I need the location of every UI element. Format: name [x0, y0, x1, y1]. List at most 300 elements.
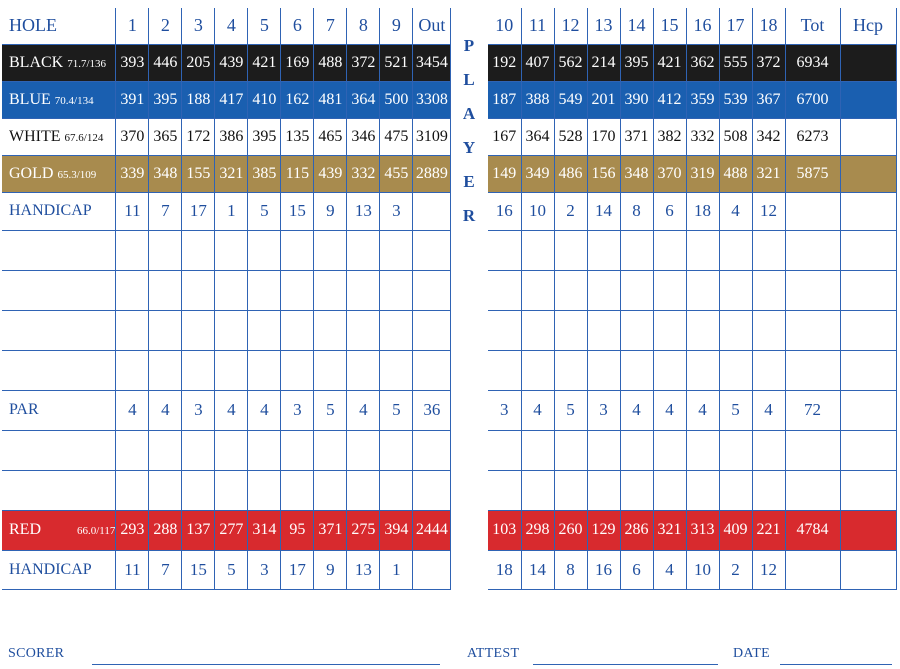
- score-cell[interactable]: [314, 230, 347, 270]
- yardage-cell: 391: [116, 81, 149, 118]
- yardage-cell: 201: [587, 81, 620, 118]
- score-cell[interactable]: [686, 270, 719, 310]
- score-cell[interactable]: [686, 350, 719, 390]
- score-cell[interactable]: [281, 230, 314, 270]
- score-cell[interactable]: [686, 310, 719, 350]
- yardage-cell: 129: [587, 510, 620, 550]
- yardage-cell: 4784: [785, 510, 840, 550]
- row-label-text: WHITE: [9, 127, 61, 145]
- yardage-cell: 7: [314, 8, 347, 44]
- score-cell[interactable]: [116, 470, 149, 510]
- gold-row: [488, 155, 896, 192]
- score-cell[interactable]: [785, 470, 840, 510]
- yardage-cell: 15: [281, 192, 314, 230]
- score-cell[interactable]: [719, 270, 752, 310]
- yardage-cell: 321: [653, 510, 686, 550]
- score-cell[interactable]: [653, 470, 686, 510]
- row-label-text: RED: [9, 521, 41, 538]
- score-cell[interactable]: [554, 430, 587, 470]
- player-letter: A: [462, 104, 476, 123]
- yardage-cell: 298: [521, 510, 554, 550]
- yardage-cell: 508: [719, 118, 752, 155]
- score-cell[interactable]: [347, 310, 380, 350]
- score-cell[interactable]: [347, 270, 380, 310]
- handicap-row: [488, 550, 896, 589]
- yardage-cell: 7: [149, 192, 182, 230]
- yardage-cell: 3: [380, 192, 413, 230]
- yardage-cell: 370: [653, 155, 686, 192]
- score-entry-row: [488, 310, 896, 350]
- scorer-label: SCORER: [8, 646, 65, 661]
- score-cell[interactable]: [521, 430, 554, 470]
- score-cell[interactable]: [149, 430, 182, 470]
- yardage-cell: 187: [488, 81, 521, 118]
- yardage-cell: 393: [116, 44, 149, 81]
- score-cell[interactable]: [620, 470, 653, 510]
- yardage-cell: 388: [521, 81, 554, 118]
- yardage-cell: 372: [347, 44, 380, 81]
- score-cell[interactable]: [314, 350, 347, 390]
- score-cell[interactable]: [752, 230, 785, 270]
- score-cell[interactable]: [215, 270, 248, 310]
- yardage-cell: 13: [347, 550, 380, 589]
- score-cell[interactable]: [785, 430, 840, 470]
- yardage-cell: 170: [587, 118, 620, 155]
- score-cell[interactable]: [149, 310, 182, 350]
- yardage-cell: 500: [380, 81, 413, 118]
- yardage-cell: [840, 390, 896, 430]
- score-cell[interactable]: [182, 310, 215, 350]
- yardage-cell: 36: [413, 390, 451, 430]
- score-cell[interactable]: [314, 470, 347, 510]
- score-cell[interactable]: [785, 350, 840, 390]
- score-cell[interactable]: [182, 430, 215, 470]
- yardage-cell: 115: [281, 155, 314, 192]
- score-cell[interactable]: [554, 270, 587, 310]
- score-cell[interactable]: [182, 470, 215, 510]
- score-cell[interactable]: [488, 230, 521, 270]
- white-row: [2, 118, 451, 155]
- yardage-cell: 4: [149, 390, 182, 430]
- signature-footer: [0, 640, 900, 666]
- yardage-cell: 3: [488, 390, 521, 430]
- yardage-cell: 275: [347, 510, 380, 550]
- yardage-cell: 394: [380, 510, 413, 550]
- yardage-cell: 439: [314, 155, 347, 192]
- yardage-cell: [840, 155, 896, 192]
- score-cell[interactable]: [281, 310, 314, 350]
- yardage-cell: 2444: [413, 510, 451, 550]
- yardage-cell: 3: [248, 550, 281, 589]
- yardage-cell: 288: [149, 510, 182, 550]
- yardage-cell: 17: [281, 550, 314, 589]
- score-cell[interactable]: [752, 310, 785, 350]
- row-label: [2, 470, 116, 510]
- yardage-cell: 386: [215, 118, 248, 155]
- score-cell[interactable]: [587, 230, 620, 270]
- course-rating-slope: 71.7/136: [67, 57, 107, 70]
- handicap-row: [2, 192, 451, 230]
- score-cell[interactable]: [719, 230, 752, 270]
- yardage-cell: 17: [719, 8, 752, 44]
- score-cell[interactable]: [521, 350, 554, 390]
- score-cell[interactable]: [281, 350, 314, 390]
- yardage-cell: 3308: [413, 81, 451, 118]
- score-cell[interactable]: [380, 430, 413, 470]
- score-cell[interactable]: [182, 350, 215, 390]
- score-cell[interactable]: [840, 350, 896, 390]
- row-label-text: PAR: [9, 401, 39, 418]
- score-cell[interactable]: [116, 350, 149, 390]
- attest-line[interactable]: [533, 664, 718, 665]
- course-rating-slope: 65.3/109: [57, 168, 97, 181]
- score-cell[interactable]: [554, 310, 587, 350]
- score-cell[interactable]: [554, 350, 587, 390]
- yardage-cell: 277: [215, 510, 248, 550]
- yardage-cell: 332: [686, 118, 719, 155]
- yardage-cell: 10: [521, 192, 554, 230]
- yardage-cell: 410: [248, 81, 281, 118]
- yardage-cell: 8: [620, 192, 653, 230]
- yardage-cell: 4: [620, 390, 653, 430]
- score-entry-row: [2, 230, 451, 270]
- score-cell[interactable]: [215, 470, 248, 510]
- score-cell[interactable]: [719, 310, 752, 350]
- yardage-cell: 364: [347, 81, 380, 118]
- yardage-cell: 17: [182, 192, 215, 230]
- score-cell[interactable]: [840, 310, 896, 350]
- yardage-cell: [840, 192, 896, 230]
- score-cell[interactable]: [215, 350, 248, 390]
- yardage-cell: 2889: [413, 155, 451, 192]
- score-cell[interactable]: [488, 350, 521, 390]
- score-cell[interactable]: [554, 230, 587, 270]
- yardage-cell: [840, 510, 896, 550]
- player-letter: R: [462, 206, 476, 225]
- score-cell[interactable]: [413, 230, 451, 270]
- score-cell[interactable]: [620, 350, 653, 390]
- score-cell[interactable]: [413, 310, 451, 350]
- score-cell[interactable]: [653, 310, 686, 350]
- score-cell[interactable]: [521, 270, 554, 310]
- row-label-text: HANDICAP: [9, 560, 92, 578]
- yardage-cell: 6700: [785, 81, 840, 118]
- row-label-text: HOLE: [9, 15, 57, 36]
- blue-row: [2, 81, 451, 118]
- gold-row: [2, 155, 451, 192]
- black-row: [488, 44, 896, 81]
- yardage-cell: 321: [752, 155, 785, 192]
- yardage-cell: 539: [719, 81, 752, 118]
- score-cell[interactable]: [281, 430, 314, 470]
- yardage-cell: 9: [314, 192, 347, 230]
- yardage-cell: 5: [215, 550, 248, 589]
- yardage-cell: 5: [380, 390, 413, 430]
- score-cell[interactable]: [587, 470, 620, 510]
- score-cell[interactable]: [380, 270, 413, 310]
- par-row: [488, 390, 896, 430]
- yardage-cell: 359: [686, 81, 719, 118]
- score-cell[interactable]: [686, 230, 719, 270]
- yardage-cell: 362: [686, 44, 719, 81]
- score-cell[interactable]: [248, 270, 281, 310]
- yardage-cell: 72: [785, 390, 840, 430]
- score-cell[interactable]: [686, 470, 719, 510]
- course-rating-slope: 70.4/134: [54, 94, 94, 107]
- score-cell[interactable]: [347, 350, 380, 390]
- score-cell[interactable]: [554, 470, 587, 510]
- yardage-cell: 395: [149, 81, 182, 118]
- row-label: [2, 510, 116, 550]
- row-label: [2, 118, 116, 155]
- yardage-cell: 486: [554, 155, 587, 192]
- player-letter: L: [463, 70, 475, 89]
- yardage-cell: 446: [149, 44, 182, 81]
- yardage-cell: 5: [554, 390, 587, 430]
- score-cell[interactable]: [347, 430, 380, 470]
- score-cell[interactable]: [840, 270, 896, 310]
- yardage-cell: 3: [281, 390, 314, 430]
- yardage-cell: 188: [182, 81, 215, 118]
- yardage-cell: 11: [116, 550, 149, 589]
- yardage-cell: 365: [149, 118, 182, 155]
- score-cell[interactable]: [752, 350, 785, 390]
- score-cell[interactable]: [380, 470, 413, 510]
- score-cell[interactable]: [281, 470, 314, 510]
- date-line[interactable]: [780, 664, 892, 665]
- score-entry-row: [2, 430, 451, 470]
- score-cell[interactable]: [653, 430, 686, 470]
- score-cell[interactable]: [116, 230, 149, 270]
- score-cell[interactable]: [620, 230, 653, 270]
- score-cell[interactable]: [752, 430, 785, 470]
- front-nine-table: [2, 8, 451, 590]
- score-cell[interactable]: [182, 270, 215, 310]
- score-cell[interactable]: [314, 270, 347, 310]
- row-label: [2, 155, 116, 192]
- score-cell[interactable]: [521, 470, 554, 510]
- yardage-cell: 14: [521, 550, 554, 589]
- yardage-cell: 5875: [785, 155, 840, 192]
- yardage-cell: 4: [521, 390, 554, 430]
- yardage-cell: 4: [248, 390, 281, 430]
- yardage-cell: [785, 192, 840, 230]
- scorer-line[interactable]: [92, 664, 440, 665]
- yardage-cell: 439: [215, 44, 248, 81]
- score-cell[interactable]: [149, 470, 182, 510]
- score-cell[interactable]: [719, 430, 752, 470]
- row-label: [2, 81, 116, 118]
- score-cell[interactable]: [488, 470, 521, 510]
- score-cell[interactable]: [380, 230, 413, 270]
- yardage-cell: 481: [314, 81, 347, 118]
- score-cell[interactable]: [116, 430, 149, 470]
- score-cell[interactable]: [488, 270, 521, 310]
- yardage-cell: 15: [653, 8, 686, 44]
- score-cell[interactable]: [413, 430, 451, 470]
- yardage-cell: 364: [521, 118, 554, 155]
- yardage-cell: 395: [248, 118, 281, 155]
- yardage-cell: 349: [521, 155, 554, 192]
- score-cell[interactable]: [149, 350, 182, 390]
- score-cell[interactable]: [380, 350, 413, 390]
- course-rating-slope: 67.6/124: [64, 131, 104, 144]
- yardage-cell: 371: [620, 118, 653, 155]
- yardage-cell: 16: [686, 8, 719, 44]
- score-cell[interactable]: [620, 270, 653, 310]
- score-cell[interactable]: [248, 350, 281, 390]
- row-label: [2, 230, 116, 270]
- row-label: [2, 390, 116, 430]
- score-cell[interactable]: [587, 310, 620, 350]
- date-label: DATE: [733, 646, 770, 661]
- row-label: [2, 310, 116, 350]
- score-cell[interactable]: [521, 310, 554, 350]
- score-cell[interactable]: [587, 270, 620, 310]
- score-cell[interactable]: [719, 470, 752, 510]
- yardage-cell: 18: [488, 550, 521, 589]
- score-cell[interactable]: [116, 270, 149, 310]
- yardage-cell: 371: [314, 510, 347, 550]
- yardage-cell: 15: [182, 550, 215, 589]
- yardage-cell: 382: [653, 118, 686, 155]
- yardage-cell: 155: [182, 155, 215, 192]
- score-cell[interactable]: [413, 350, 451, 390]
- yardage-cell: [785, 550, 840, 589]
- score-cell[interactable]: [785, 270, 840, 310]
- score-cell[interactable]: [149, 270, 182, 310]
- row-label-text: BLACK: [9, 53, 64, 71]
- score-cell[interactable]: [380, 310, 413, 350]
- yardage-cell: 16: [488, 192, 521, 230]
- score-cell[interactable]: [215, 430, 248, 470]
- score-cell[interactable]: [752, 270, 785, 310]
- yardage-cell: 4: [116, 390, 149, 430]
- yardage-cell: 407: [521, 44, 554, 81]
- score-cell[interactable]: [521, 230, 554, 270]
- score-cell[interactable]: [116, 310, 149, 350]
- score-cell[interactable]: [413, 270, 451, 310]
- score-cell[interactable]: [488, 310, 521, 350]
- yardage-cell: 1: [380, 550, 413, 589]
- handicap-row: [2, 550, 451, 589]
- yardage-cell: 12: [554, 8, 587, 44]
- yardage-cell: 156: [587, 155, 620, 192]
- red-row: [2, 510, 451, 550]
- yardage-cell: 348: [149, 155, 182, 192]
- yardage-cell: 3109: [413, 118, 451, 155]
- yardage-cell: [840, 550, 896, 589]
- score-cell[interactable]: [587, 430, 620, 470]
- yardage-cell: 4: [215, 8, 248, 44]
- score-cell[interactable]: [413, 470, 451, 510]
- yardage-cell: 2: [554, 192, 587, 230]
- yardage-cell: 5: [248, 8, 281, 44]
- score-cell[interactable]: [620, 430, 653, 470]
- yardage-cell: 475: [380, 118, 413, 155]
- score-cell[interactable]: [215, 230, 248, 270]
- yardage-cell: 409: [719, 510, 752, 550]
- yardage-cell: 5: [248, 192, 281, 230]
- yardage-cell: 555: [719, 44, 752, 81]
- score-cell[interactable]: [248, 470, 281, 510]
- player-letter: Y: [462, 138, 476, 157]
- par-row: [2, 390, 451, 430]
- yardage-cell: 348: [620, 155, 653, 192]
- score-cell[interactable]: [314, 430, 347, 470]
- yardage-cell: 10: [686, 550, 719, 589]
- score-cell[interactable]: [653, 230, 686, 270]
- yardage-cell: 9: [314, 550, 347, 589]
- score-cell[interactable]: [785, 230, 840, 270]
- yardage-cell: 14: [587, 192, 620, 230]
- yardage-cell: 5: [314, 390, 347, 430]
- yardage-cell: [413, 550, 451, 589]
- score-cell[interactable]: [215, 310, 248, 350]
- back-nine-table: [488, 8, 897, 590]
- yardage-cell: 455: [380, 155, 413, 192]
- score-cell[interactable]: [248, 310, 281, 350]
- hole-header-row: [2, 8, 451, 44]
- score-cell[interactable]: [182, 230, 215, 270]
- yardage-cell: 1: [116, 8, 149, 44]
- yardage-cell: 162: [281, 81, 314, 118]
- score-cell[interactable]: [840, 470, 896, 510]
- score-cell[interactable]: [488, 430, 521, 470]
- score-cell[interactable]: [686, 430, 719, 470]
- yardage-cell: 11: [116, 192, 149, 230]
- row-label: [2, 192, 116, 230]
- score-cell[interactable]: [587, 350, 620, 390]
- score-cell[interactable]: [281, 270, 314, 310]
- yardage-cell: 260: [554, 510, 587, 550]
- yardage-cell: 488: [314, 44, 347, 81]
- score-cell[interactable]: [840, 430, 896, 470]
- yardage-cell: 12: [752, 550, 785, 589]
- score-cell[interactable]: [719, 350, 752, 390]
- score-cell[interactable]: [785, 310, 840, 350]
- yardage-cell: 4: [686, 390, 719, 430]
- score-cell[interactable]: [314, 310, 347, 350]
- score-cell[interactable]: [653, 270, 686, 310]
- yardage-cell: 214: [587, 44, 620, 81]
- score-cell[interactable]: [149, 230, 182, 270]
- row-label-text: GOLD: [9, 164, 54, 182]
- score-cell[interactable]: [840, 230, 896, 270]
- row-label-text: BLUE: [9, 90, 51, 108]
- yardage-cell: 6: [281, 8, 314, 44]
- yardage-cell: 528: [554, 118, 587, 155]
- score-cell[interactable]: [248, 230, 281, 270]
- score-cell[interactable]: [347, 230, 380, 270]
- score-cell[interactable]: [653, 350, 686, 390]
- score-entry-row: [488, 270, 896, 310]
- score-cell[interactable]: [752, 470, 785, 510]
- yardage-cell: 9: [380, 8, 413, 44]
- score-cell[interactable]: [347, 470, 380, 510]
- yardage-cell: 562: [554, 44, 587, 81]
- yardage-cell: 4: [653, 550, 686, 589]
- yardage-cell: 169: [281, 44, 314, 81]
- yardage-cell: 6934: [785, 44, 840, 81]
- yardage-cell: 3: [587, 390, 620, 430]
- yardage-cell: 192: [488, 44, 521, 81]
- score-cell[interactable]: [620, 310, 653, 350]
- yardage-cell: 4: [215, 390, 248, 430]
- yardage-cell: 421: [653, 44, 686, 81]
- yardage-cell: 6: [653, 192, 686, 230]
- score-cell[interactable]: [248, 430, 281, 470]
